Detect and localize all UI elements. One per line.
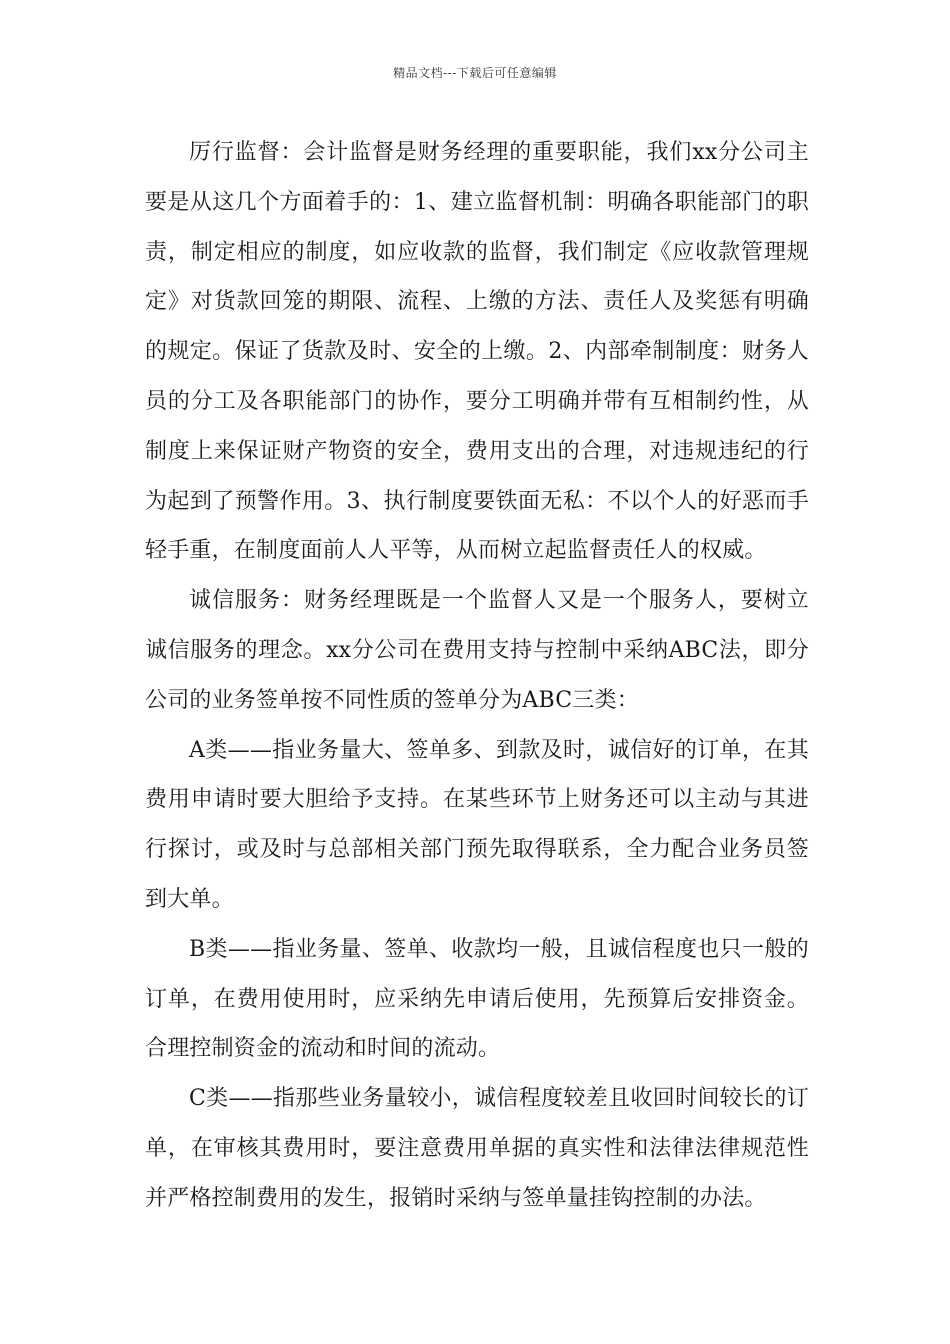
paragraph-integrity-service: 诚信服务：财务经理既是一个监督人又是一个服务人，要树立诚信服务的理念。xx分公司在费用支持与控制中采纳ABC法，即分公司的业务签单按不同性质的签单分为ABC三类： <box>145 588 809 713</box>
paragraph-class-a: A类——指业务量大、签单多、到款及时，诚信好的订单，在其费用申请时要大胆给予支持。在某些环节上财务还可以主动与其进行探讨，或及时与总部相关部门预先取得联系，全力配合业务员签到大单。 <box>145 737 809 912</box>
document-body <box>145 128 809 1224</box>
paragraph-class-b: B类——指业务量、签单、收款均一般，且诚信程度也只一般的订单，在费用使用时，应采纳先申请后使用，先预算后安排资金。合理控制资金的流动和时间的流动。 <box>145 936 809 1062</box>
page-header: 精品文档---下载后可任意编辑 <box>393 66 557 80</box>
paragraph-supervision: 厉行监督：会计监督是财务经理的重要职能，我们xx分公司主要是从这几个方面着手的：1、建立监督机制：明确各职能部门的职责，制定相应的制度，如应收款的监督，我们制定《应收款管理规定》对货款回笼的期限、流程、上缴的方法、责任人及奖惩有明确的规定。保证了货款及时、安全的上缴。2、内部牵制制度：财务人员的分工及各职能部门的协作，要分工明确并带有互相制约性，从制度上来保证财产物资的安全，费用支出的合理，对违规违纪的行为起到了预警作用。3、执行制度要铁面无私：不以个人的好恶而手轻手重，在制度面前人人平等，从而树立起监督责任人的权威。 <box>145 140 809 564</box>
paragraph-class-c: C类——指那些业务量较小，诚信程度较差且收回时间较长的订单，在审核其费用时，要注意费用单据的真实性和法律法律规范性并严格控制费用的发生，报销时采纳与签单量挂钩控制的办法。 <box>145 1086 809 1211</box>
